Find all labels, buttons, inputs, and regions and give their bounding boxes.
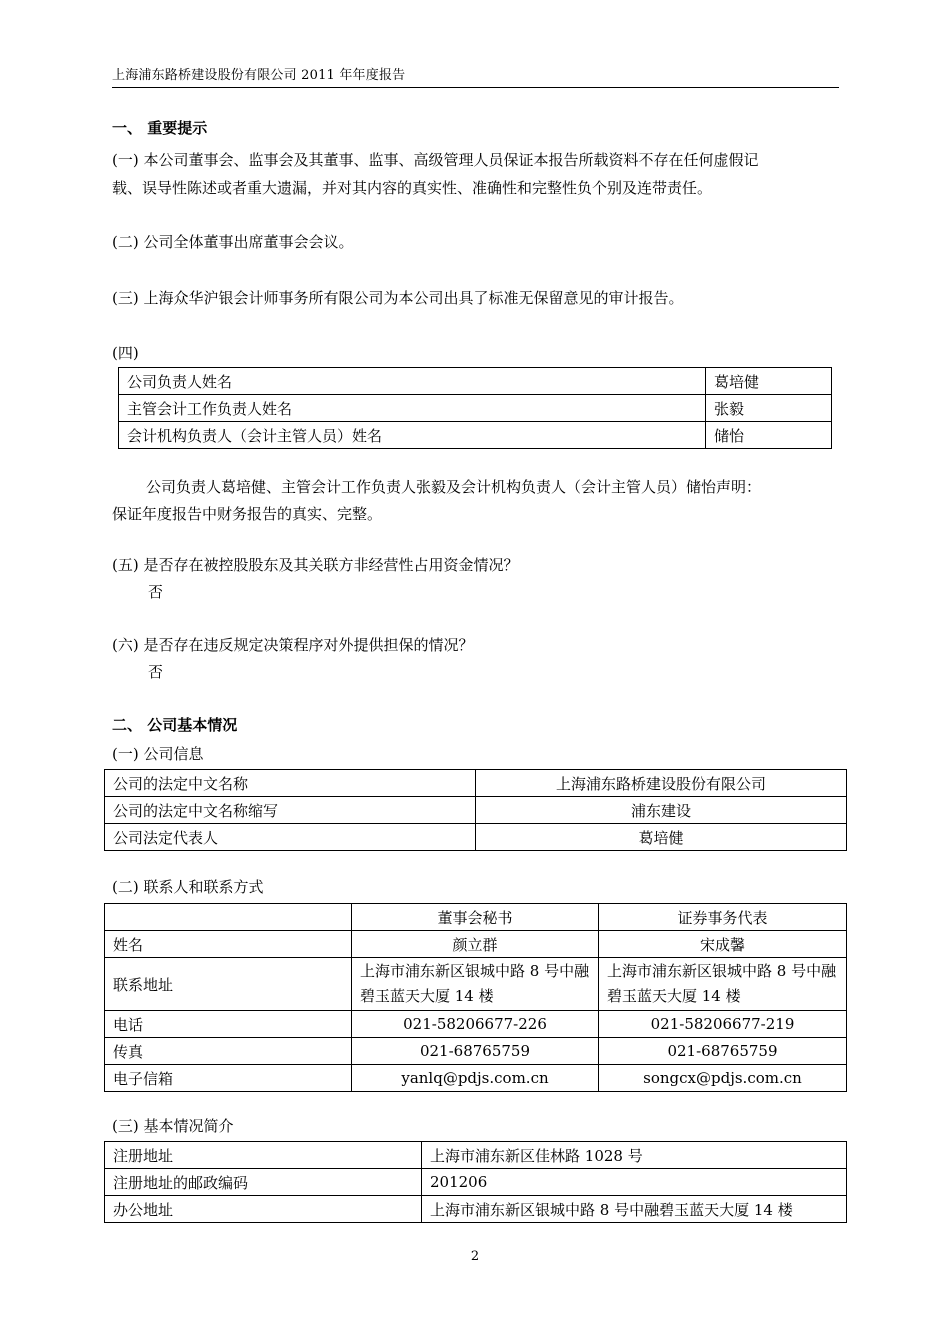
page-number: 2: [470, 1249, 480, 1264]
contact-subheading: (二) 联系人和联系方式: [112, 878, 264, 896]
table-row: [119, 395, 832, 422]
notice-4-label: (四): [112, 344, 139, 362]
table-row: [105, 1196, 847, 1223]
table-cell-label: 会计机构负责人（会计主管人员）姓名: [119, 422, 706, 449]
table-cell-label: 公司的法定中文名称缩写: [105, 797, 476, 824]
table-cell-value: 上海市浦东新区银城中路 8 号中融碧玉蓝天大厦 14 楼: [422, 1196, 847, 1223]
table-cell-value: 葛培健: [706, 368, 832, 395]
table-row: [105, 1169, 847, 1196]
table-cell-rep: 021-68765759: [599, 1038, 847, 1065]
company-info-subheading: (一) 公司信息: [112, 745, 204, 763]
section-2-heading: 二、 公司基本情况: [112, 716, 238, 734]
table-cell-label: 电子信箱: [105, 1065, 352, 1092]
table-cell-secretary: 021-68765759: [352, 1038, 599, 1065]
table-row: [105, 824, 847, 851]
question-5: (五) 是否存在被控股股东及其关联方非经营性占用资金情况？: [112, 556, 519, 574]
table-row: [119, 422, 832, 449]
question-5-answer: 否: [148, 583, 164, 601]
statement-line2: 保证年度报告中财务报告的真实、完整。: [112, 505, 383, 523]
table-cell-rep: 宋成馨: [599, 931, 847, 958]
table-row: [105, 770, 847, 797]
table-cell-label: 办公地址: [105, 1196, 422, 1223]
header-divider: [112, 87, 839, 88]
table-cell-label: 公司负责人姓名: [119, 368, 706, 395]
table-cell-label: 姓名: [105, 931, 352, 958]
table-cell-label: 公司的法定中文名称: [105, 770, 476, 797]
table-row: [105, 797, 847, 824]
table-cell-rep: 上海市浦东新区银城中路 8 号中融碧玉蓝天大厦 14 楼: [599, 958, 847, 1011]
basic-info-subheading: (三) 基本情况简介: [112, 1117, 234, 1135]
statement-line1: 公司负责人葛培健、主管会计工作负责人张毅及会计机构负责人（会计主管人员）储怡声明：: [146, 478, 762, 496]
company-info-table: [104, 769, 847, 851]
table-row: [105, 958, 847, 1011]
table-cell-value: 浦东建设: [476, 797, 847, 824]
question-6: (六) 是否存在违反规定决策程序对外提供担保的情况？: [112, 636, 474, 654]
contact-table: [104, 903, 847, 1092]
table-header-cell: [105, 904, 352, 931]
table-cell-value: 上海市浦东新区佳林路 1028 号: [422, 1142, 847, 1169]
table-cell-label: 公司法定代表人: [105, 824, 476, 851]
notice-1-line2: 载、误导性陈述或者重大遗漏，并对其内容的真实性、准确性和完整性负个别及连带责任。: [112, 179, 713, 197]
table-cell-label: 注册地址: [105, 1142, 422, 1169]
table-cell-rep: 021-58206677-219: [599, 1011, 847, 1038]
table-row: [119, 368, 832, 395]
table-cell-value: 上海浦东路桥建设股份有限公司: [476, 770, 847, 797]
notice-2: (二) 公司全体董事出席董事会会议。: [112, 233, 354, 251]
table-header-row: [105, 904, 847, 931]
responsible-persons-table: [118, 367, 832, 449]
table-cell-secretary: yanlq@pdjs.com.cn: [352, 1065, 599, 1092]
table-cell-label: 联系地址: [105, 958, 352, 1011]
table-cell-label: 电话: [105, 1011, 352, 1038]
table-row: [105, 1065, 847, 1092]
table-cell-label: 主管会计工作负责人姓名: [119, 395, 706, 422]
table-row: [105, 1038, 847, 1065]
section-1-heading: 一、 重要提示: [112, 119, 208, 137]
question-6-answer: 否: [148, 663, 164, 681]
table-cell-secretary: 颜立群: [352, 931, 599, 958]
table-header-cell: 董事会秘书: [352, 904, 599, 931]
table-cell-value: 201206: [422, 1169, 847, 1196]
table-cell-label: 传真: [105, 1038, 352, 1065]
table-row: [105, 931, 847, 958]
table-header-cell: 证券事务代表: [599, 904, 847, 931]
report-header: 上海浦东路桥建设股份有限公司 2011 年年度报告: [112, 68, 406, 83]
notice-1-line1: (一) 本公司董事会、监事会及其董事、监事、高级管理人员保证本报告所载资料不存在任何虚假记: [112, 151, 759, 169]
notice-3: (三) 上海众华沪银会计师事务所有限公司为本公司出具了标准无保留意见的审计报告。: [112, 289, 684, 307]
table-row: [105, 1011, 847, 1038]
table-cell-value: 储怡: [706, 422, 832, 449]
table-row: [105, 1142, 847, 1169]
table-cell-label: 注册地址的邮政编码: [105, 1169, 422, 1196]
table-cell-secretary: 021-58206677-226: [352, 1011, 599, 1038]
table-cell-value: 葛培健: [476, 824, 847, 851]
table-cell-rep: songcx@pdjs.com.cn: [599, 1065, 847, 1092]
table-cell-secretary: 上海市浦东新区银城中路 8 号中融碧玉蓝天大厦 14 楼: [352, 958, 599, 1011]
basic-info-table: [104, 1141, 847, 1223]
table-cell-value: 张毅: [706, 395, 832, 422]
